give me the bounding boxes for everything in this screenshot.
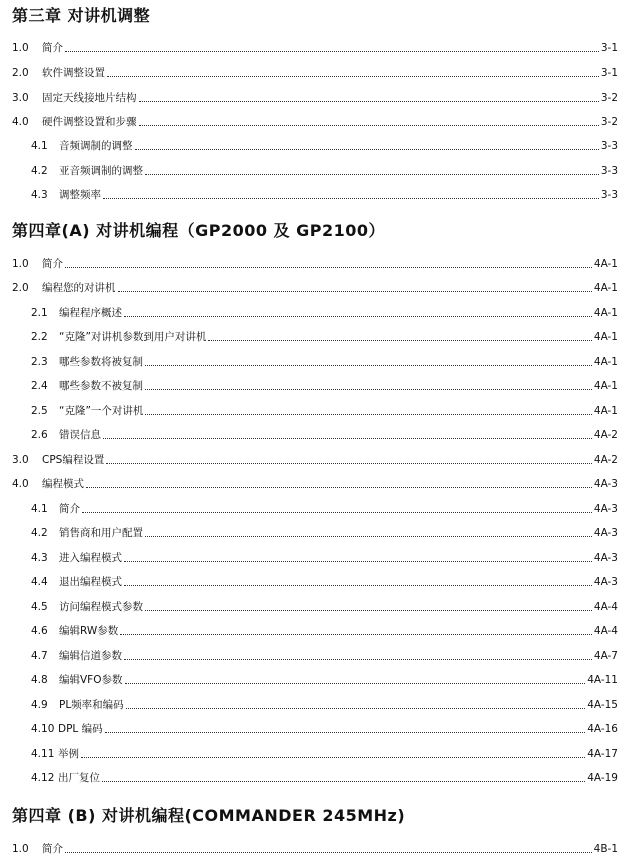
toc-label: 编辑VFO参数	[59, 674, 123, 686]
toc-leader	[124, 585, 592, 586]
toc-entry[interactable]	[12, 64, 618, 80]
toc-number: 2.3	[31, 356, 48, 368]
toc-entry[interactable]	[12, 39, 618, 55]
toc-page-number: 4A-2	[593, 429, 618, 441]
toc-entry[interactable]	[31, 769, 618, 785]
toc-leader	[107, 76, 599, 77]
toc-leader	[145, 414, 592, 415]
toc-entry[interactable]	[12, 475, 618, 491]
toc-number: 4.0	[12, 116, 29, 128]
toc-leader	[145, 365, 592, 366]
toc-page-number: 4A-1	[593, 331, 618, 343]
toc-page-number: 4A-3	[593, 527, 618, 539]
toc-page-number: 4A-1	[593, 258, 618, 270]
toc-entry[interactable]	[12, 451, 618, 467]
toc-leader	[102, 781, 585, 782]
toc-label: 退出编程模式	[59, 576, 122, 588]
toc-page-number: 3-3	[600, 140, 618, 152]
toc-number: 2.6	[31, 429, 48, 441]
toc-page-number: 4A-7	[593, 650, 618, 662]
toc-entry[interactable]	[12, 279, 618, 295]
toc-entry[interactable]	[31, 745, 618, 761]
toc-number: 4.7	[31, 650, 48, 662]
toc-leader	[65, 852, 592, 853]
toc-leader	[208, 340, 592, 341]
toc-number: 1.0	[12, 42, 29, 54]
toc-page-number: 3-3	[600, 165, 618, 177]
toc-label: 编辑RW参数	[59, 625, 119, 637]
toc-number: 4.3	[31, 552, 48, 564]
toc-number: 4.9	[31, 699, 48, 711]
toc-leader	[139, 101, 599, 102]
toc-number: 4.2	[31, 527, 48, 539]
toc-entry[interactable]	[31, 500, 618, 516]
toc-page-number: 4A-4	[593, 625, 618, 637]
toc-label: 销售商和用户配置	[59, 527, 143, 539]
toc-entry[interactable]	[31, 573, 618, 589]
toc-leader	[124, 561, 592, 562]
toc-entry[interactable]	[31, 524, 618, 540]
toc-leader	[124, 659, 592, 660]
chapter-title-4b: 第四章 (B) 对讲机编程(COMMANDER 245MHz)	[12, 806, 406, 825]
toc-entry[interactable]	[31, 162, 618, 178]
toc-page-number: 4A-15	[587, 699, 618, 711]
toc-label: “克隆”对讲机参数到用户对讲机	[59, 331, 207, 343]
toc-entry[interactable]	[12, 89, 618, 105]
toc-number: 4.10	[31, 723, 55, 735]
toc-number: 2.4	[31, 380, 48, 392]
toc-page-number: 4A-1	[593, 380, 618, 392]
toc-number: 4.5	[31, 601, 48, 613]
toc-label: 编程您的对讲机	[42, 282, 116, 294]
toc-label: 访问编程模式参数	[59, 601, 143, 613]
toc-leader	[139, 125, 599, 126]
toc-page-number: 4A-1	[593, 282, 618, 294]
toc-page-number: 4A-3	[593, 552, 618, 564]
toc-leader	[103, 198, 599, 199]
toc-entry[interactable]	[12, 255, 618, 271]
toc-entry[interactable]	[31, 304, 618, 320]
toc-label: 编辑信道参数	[59, 650, 122, 662]
toc-label: 编程模式	[42, 478, 84, 490]
toc-leader	[145, 389, 592, 390]
chapter-title-3: 第三章 对讲机调整	[12, 6, 151, 25]
toc-number: 2.0	[12, 282, 29, 294]
toc-entry[interactable]	[31, 647, 618, 663]
toc-leader	[120, 634, 592, 635]
toc-label: 调整频率	[59, 189, 101, 201]
toc-number: 3.0	[12, 92, 29, 104]
toc-entry[interactable]	[31, 137, 618, 153]
toc-label: 音频调制的调整	[59, 140, 133, 152]
toc-leader	[145, 174, 599, 175]
toc-label: 出厂复位	[58, 772, 100, 784]
toc-number: 4.11	[31, 748, 55, 760]
toc-label: 哪些参数不被复制	[59, 380, 143, 392]
toc-label: PL频率和编码	[59, 699, 124, 711]
toc-leader	[65, 267, 592, 268]
toc-number: 1.0	[12, 843, 29, 855]
toc-entry[interactable]	[31, 426, 618, 442]
toc-label: 固定天线接地片结构	[42, 92, 137, 104]
toc-page-number: 4A-4	[593, 601, 618, 613]
toc-page-number: 4A-1	[593, 307, 618, 319]
toc-page-number: 4A-3	[593, 503, 618, 515]
toc-number: 4.2	[31, 165, 48, 177]
toc-entry[interactable]	[12, 840, 618, 856]
toc-number: 2.2	[31, 331, 48, 343]
toc-leader	[145, 610, 592, 611]
toc-entry[interactable]	[31, 353, 618, 369]
toc-entry[interactable]	[31, 186, 618, 202]
toc-entry[interactable]	[31, 549, 618, 565]
toc-page-number: 3-1	[600, 42, 618, 54]
toc-label: 简介	[42, 258, 63, 270]
toc-page-number: 4A-1	[593, 405, 618, 417]
toc-number: 4.12	[31, 772, 55, 784]
toc-page-number: 4A-3	[593, 576, 618, 588]
toc-leader	[105, 732, 586, 733]
chapter-title-4a: 第四章(A) 对讲机编程（GP2000 及 GP2100）	[12, 221, 386, 240]
toc-leader	[82, 512, 592, 513]
toc-label: 软件调整设置	[42, 67, 105, 79]
toc-number: 2.5	[31, 405, 48, 417]
toc-number: 4.3	[31, 189, 48, 201]
toc-entry[interactable]	[31, 720, 618, 736]
toc-number: 1.0	[12, 258, 29, 270]
toc-label: 编程程序概述	[59, 307, 122, 319]
toc-label: 简介	[42, 42, 63, 54]
toc-label: “克隆”一个对讲机	[59, 405, 144, 417]
toc-label: DPL 编码	[58, 723, 103, 735]
toc-label: CPS编程设置	[42, 454, 105, 466]
toc-label: 硬件调整设置和步骤	[42, 116, 137, 128]
toc-entry[interactable]	[31, 696, 618, 712]
toc-leader	[135, 149, 599, 150]
toc-entry[interactable]	[12, 113, 618, 129]
toc-leader	[86, 487, 592, 488]
toc-page-number: 4A-2	[593, 454, 618, 466]
toc-leader	[124, 316, 592, 317]
toc-number: 4.0	[12, 478, 29, 490]
toc-number: 4.6	[31, 625, 48, 637]
toc-label: 举例	[58, 748, 79, 760]
toc-entry[interactable]	[31, 377, 618, 393]
toc-page-number: 4A-11	[587, 674, 618, 686]
toc-entry[interactable]	[31, 328, 618, 344]
toc-label: 简介	[59, 503, 80, 515]
toc-number: 2.0	[12, 67, 29, 79]
toc-page-number: 4A-3	[593, 478, 618, 490]
toc-leader	[126, 708, 586, 709]
toc-label: 错误信息	[59, 429, 101, 441]
toc-number: 4.1	[31, 503, 48, 515]
toc-page-number: 4B-1	[593, 843, 618, 855]
toc-page-number: 3-1	[600, 67, 618, 79]
toc-page-number: 4A-1	[593, 356, 618, 368]
toc-leader	[106, 463, 592, 464]
toc-label: 亚音频调制的调整	[59, 165, 143, 177]
toc-page-number: 4A-17	[587, 748, 618, 760]
toc-leader	[65, 51, 599, 52]
toc-label: 简介	[42, 843, 63, 855]
toc-leader	[81, 757, 585, 758]
toc-leader	[125, 683, 586, 684]
toc-page-number: 3-3	[600, 189, 618, 201]
toc-entry[interactable]	[31, 402, 618, 418]
toc-page-number: 4A-16	[587, 723, 618, 735]
toc-label: 进入编程模式	[59, 552, 122, 564]
toc-number: 2.1	[31, 307, 48, 319]
toc-page-number: 4A-19	[587, 772, 618, 784]
toc-entry[interactable]	[31, 622, 618, 638]
toc-number: 4.8	[31, 674, 48, 686]
toc-leader	[145, 536, 592, 537]
toc-number: 4.1	[31, 140, 48, 152]
toc-number: 3.0	[12, 454, 29, 466]
toc-label: 哪些参数将被复制	[59, 356, 143, 368]
toc-page-number: 3-2	[600, 92, 618, 104]
toc-entry[interactable]	[31, 598, 618, 614]
toc-leader	[118, 291, 592, 292]
toc-leader	[103, 438, 592, 439]
toc-entry[interactable]	[31, 671, 618, 687]
toc-page-number: 3-2	[600, 116, 618, 128]
toc-number: 4.4	[31, 576, 48, 588]
